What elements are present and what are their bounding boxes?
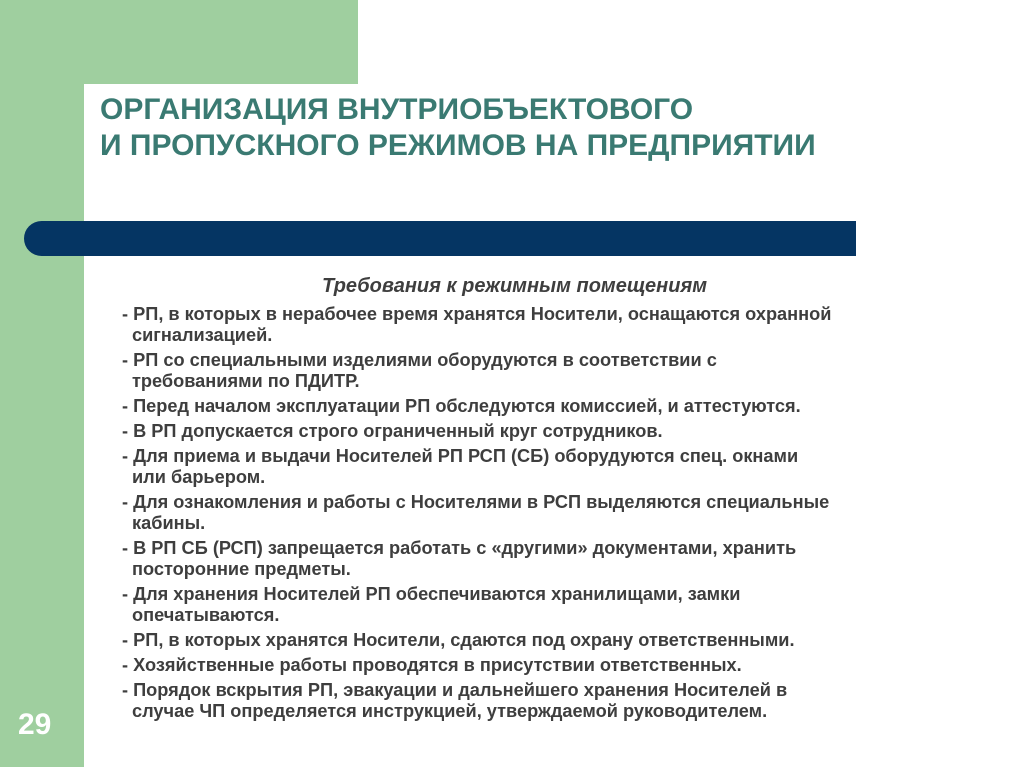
- list-item-text: - Для хранения Носителей РП обеспечиваются хранилищами, замки: [122, 584, 741, 604]
- list-item-continuation: случае ЧП определяется инструкцией, утверждаемой руководителем.: [132, 701, 768, 721]
- title-divider-bar: [24, 221, 856, 256]
- list-item-text: - РП, в которых хранятся Носители, сдаются под охрану ответственными.: [122, 630, 795, 650]
- slide-title: [100, 92, 980, 164]
- list-item: [122, 396, 1022, 417]
- list-item: [122, 421, 1022, 442]
- list-item: [122, 538, 1022, 580]
- list-item-continuation: посторонние предметы.: [132, 559, 351, 579]
- list-item-continuation: или барьером.: [132, 467, 266, 487]
- title-line-2: И ПРОПУСКНОГО РЕЖИМОВ НА ПРЕДПРИЯТИИ: [100, 129, 816, 162]
- list-item: [122, 304, 1022, 346]
- section-subtitle: Требования к режимным помещениям: [322, 275, 708, 297]
- list-item-continuation: требованиями по ПДИТР.: [132, 371, 360, 391]
- list-item-continuation: опечатываются.: [132, 605, 280, 625]
- list-item-text: - В РП допускается строго ограниченный круг сотрудников.: [122, 421, 663, 441]
- list-item-text: - Для ознакомления и работы с Носителями в РСП выделяются специальные: [122, 492, 830, 512]
- left-green-bar: [0, 0, 84, 767]
- list-item-text: - Порядок вскрытия РП, эвакуации и дальнейшего хранения Носителей в: [122, 680, 788, 700]
- list-item: [122, 680, 1022, 722]
- list-item: [122, 584, 1022, 626]
- list-item: [122, 492, 1022, 534]
- list-item-text: - РП со специальными изделиями оборудуются в соответствии с: [122, 350, 717, 370]
- list-item: [122, 446, 1022, 488]
- list-item-continuation: кабины.: [132, 513, 206, 533]
- top-green-block: [0, 0, 358, 84]
- list-item: [122, 630, 1022, 651]
- list-item-text: - Хозяйственные работы проводятся в присутствии ответственных.: [122, 655, 742, 675]
- list-item-continuation: сигнализацией.: [132, 325, 273, 345]
- list-item: [122, 655, 1022, 676]
- slide-number: 29: [18, 708, 52, 741]
- list-item-text: - Для приема и выдачи Носителей РП РСП (СБ) оборудуются спец. окнами: [122, 446, 799, 466]
- title-line-1: ОРГАНИЗАЦИЯ ВНУТРИОБЪЕКТОВОГО: [100, 93, 694, 126]
- list-item: [122, 350, 1022, 392]
- requirements-list: [122, 304, 1022, 726]
- list-item-text: - Перед началом эксплуатации РП обследуются комиссией, и аттестуются.: [122, 396, 801, 416]
- list-item-text: - В РП СБ (РСП) запрещается работать с «другими» документами, хранить: [122, 538, 797, 558]
- list-item-text: - РП, в которых в нерабочее время хранятся Носители, оснащаются охранной: [122, 304, 832, 324]
